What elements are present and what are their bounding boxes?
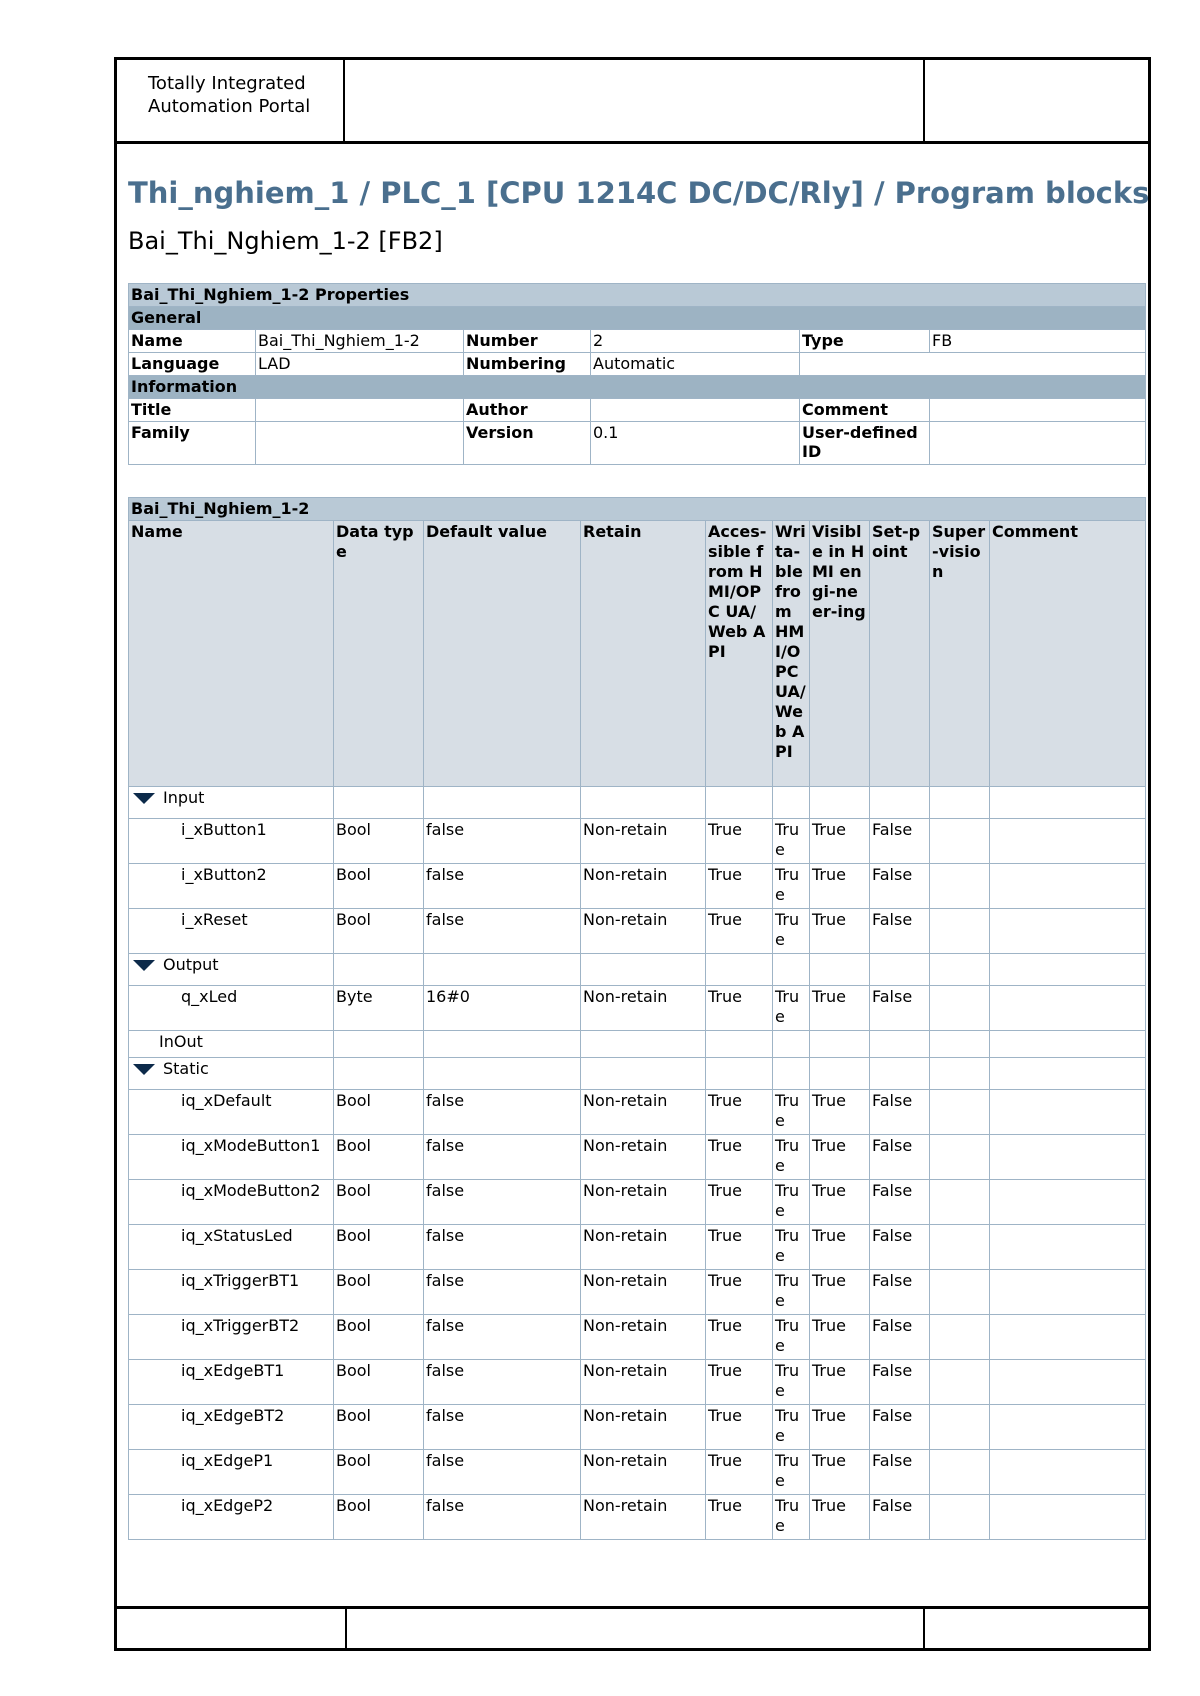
cell: false: [424, 1495, 581, 1540]
cell: false: [424, 1360, 581, 1405]
column-header-row: [129, 521, 1146, 787]
cell: True: [773, 909, 810, 954]
empty-cell: [334, 954, 424, 986]
type-value: FB: [930, 330, 1146, 353]
table-row[interactable]: [129, 1315, 1146, 1360]
expand-triangle-icon[interactable]: [133, 793, 155, 804]
table-row[interactable]: [129, 864, 1146, 909]
cell: q_xLed: [129, 986, 334, 1031]
block-title: Bai_Thi_Nghiem_1-2 [FB2]: [128, 227, 443, 255]
cell: True: [773, 1495, 810, 1540]
numbering-value: Automatic: [591, 353, 800, 376]
cell: False: [870, 864, 930, 909]
properties-heading: Bai_Thi_Nghiem_1-2 Properties: [129, 284, 1146, 307]
empty-cell: [870, 787, 930, 819]
empty-cell: [990, 1031, 1146, 1058]
page-title: Thi_nghiem_1 / PLC_1 [CPU 1214C DC/DC/Rly] / Program blocks: [128, 176, 1150, 210]
cell: Bool: [334, 1495, 424, 1540]
table-row[interactable]: [129, 1225, 1146, 1270]
cell: Bool: [334, 1180, 424, 1225]
user-defined-id-value: [930, 422, 1146, 465]
cell: True: [810, 986, 870, 1031]
expand-triangle-icon[interactable]: [133, 960, 155, 971]
cell: False: [870, 1090, 930, 1135]
table-row[interactable]: [129, 819, 1146, 864]
cell: Bool: [334, 1090, 424, 1135]
empty-cell: [930, 1058, 990, 1090]
cell: False: [870, 1315, 930, 1360]
cell: [990, 986, 1146, 1031]
empty-cell: [334, 1031, 424, 1058]
empty-cell: [424, 1031, 581, 1058]
empty-cell: [870, 1031, 930, 1058]
title-value: [256, 399, 464, 422]
cell: True: [706, 1270, 773, 1315]
cell: [990, 819, 1146, 864]
section-row[interactable]: [129, 954, 1146, 986]
name-value: Bai_Thi_Nghiem_1-2: [256, 330, 464, 353]
section-row[interactable]: [129, 1031, 1146, 1058]
app-name-line2: Automation Portal: [148, 96, 311, 117]
cell: True: [706, 1225, 773, 1270]
cell: True: [706, 1180, 773, 1225]
comment-value: [930, 399, 1146, 422]
number-value: 2: [591, 330, 800, 353]
cell: [930, 1225, 990, 1270]
cell: Non-retain: [581, 1495, 706, 1540]
cell: Bool: [334, 1135, 424, 1180]
cell: [990, 1405, 1146, 1450]
column-header: Visible in HMI engi-neer-ing: [810, 521, 870, 787]
empty-cell: [424, 1058, 581, 1090]
cell: false: [424, 1090, 581, 1135]
cell: Bool: [334, 1450, 424, 1495]
table-row[interactable]: [129, 1360, 1146, 1405]
language-value: LAD: [256, 353, 464, 376]
column-header: Acces-sible from HMI/OPC UA/Web API: [706, 521, 773, 787]
table-row[interactable]: [129, 1090, 1146, 1135]
cell: True: [773, 1270, 810, 1315]
cell: i_xButton2: [129, 864, 334, 909]
cell: Non-retain: [581, 1180, 706, 1225]
empty-cell: [581, 1031, 706, 1058]
cell: iq_xModeButton1: [129, 1135, 334, 1180]
cell: [930, 864, 990, 909]
cell: False: [870, 819, 930, 864]
cell: false: [424, 1270, 581, 1315]
column-header: Retain: [581, 521, 706, 787]
version-label: Version: [464, 422, 591, 465]
section-label: Static: [163, 1059, 209, 1078]
expand-triangle-icon[interactable]: [133, 1064, 155, 1075]
cell: [930, 1270, 990, 1315]
interface-table: [128, 497, 1146, 1540]
cell: false: [424, 1180, 581, 1225]
table-row[interactable]: [129, 1270, 1146, 1315]
cell: False: [870, 1450, 930, 1495]
name-label: Name: [129, 330, 256, 353]
app-name: [117, 60, 345, 141]
page-footer: [117, 1606, 1148, 1648]
section-label: Output: [163, 955, 219, 974]
cell: Non-retain: [581, 1360, 706, 1405]
cell: Non-retain: [581, 986, 706, 1031]
cell: True: [810, 1360, 870, 1405]
cell: [990, 1180, 1146, 1225]
cell: Non-retain: [581, 819, 706, 864]
empty-cell: [773, 1031, 810, 1058]
cell: [990, 1225, 1146, 1270]
app-name-line1: Totally Integrated: [148, 73, 306, 94]
cell: True: [810, 909, 870, 954]
header-divider: [923, 60, 925, 141]
cell: Non-retain: [581, 1405, 706, 1450]
column-header: Super-vision: [930, 521, 990, 787]
page-header: [117, 60, 1148, 144]
cell: False: [870, 1360, 930, 1405]
cell: True: [706, 1360, 773, 1405]
cell: True: [773, 1360, 810, 1405]
empty-cell: [810, 1031, 870, 1058]
cell: [990, 909, 1146, 954]
cell: [930, 1090, 990, 1135]
column-header: Name: [129, 521, 334, 787]
author-label: Author: [464, 399, 591, 422]
cell: 16#0: [424, 986, 581, 1031]
cell: True: [773, 1180, 810, 1225]
column-header: Data type: [334, 521, 424, 787]
cell: Non-retain: [581, 1450, 706, 1495]
cell: false: [424, 1225, 581, 1270]
column-header: Comment: [990, 521, 1146, 787]
table-row[interactable]: [129, 1450, 1146, 1495]
cell: True: [706, 1405, 773, 1450]
table-row[interactable]: [129, 1405, 1146, 1450]
version-value: 0.1: [591, 422, 800, 465]
user-defined-id-label: User-defined ID: [800, 422, 930, 465]
cell: [990, 1270, 1146, 1315]
empty-cell: [930, 954, 990, 986]
cell: Byte: [334, 986, 424, 1031]
cell: True: [773, 1405, 810, 1450]
table-row[interactable]: [129, 986, 1146, 1031]
cell: [990, 1090, 1146, 1135]
cell: True: [706, 1135, 773, 1180]
cell: iq_xStatusLed: [129, 1225, 334, 1270]
cell: True: [773, 1315, 810, 1360]
empty-cell: [870, 1058, 930, 1090]
cell: [930, 1450, 990, 1495]
section-row[interactable]: [129, 1058, 1146, 1090]
empty-cell: [773, 787, 810, 819]
author-value: [591, 399, 800, 422]
cell: Bool: [334, 1405, 424, 1450]
empty-cell: [334, 1058, 424, 1090]
title-label: Title: [129, 399, 256, 422]
empty-cell: [930, 1031, 990, 1058]
cell: True: [773, 1450, 810, 1495]
cell: False: [870, 909, 930, 954]
cell: True: [706, 1495, 773, 1540]
empty-cell: [810, 954, 870, 986]
cell: [990, 1135, 1146, 1180]
section-name: [129, 787, 334, 819]
type-label: Type: [800, 330, 930, 353]
cell: [990, 1450, 1146, 1495]
cell: True: [773, 819, 810, 864]
cell: [930, 1495, 990, 1540]
number-label: Number: [464, 330, 591, 353]
cell: True: [810, 819, 870, 864]
empty-cell: [930, 787, 990, 819]
cell: True: [810, 1135, 870, 1180]
cell: True: [773, 1135, 810, 1180]
comment-label: Comment: [800, 399, 930, 422]
cell: iq_xTriggerBT2: [129, 1315, 334, 1360]
cell: True: [773, 1090, 810, 1135]
cell: Non-retain: [581, 1135, 706, 1180]
footer-divider: [923, 1609, 925, 1648]
cell: Non-retain: [581, 1090, 706, 1135]
cell: iq_xTriggerBT1: [129, 1270, 334, 1315]
information-section: Information: [129, 376, 1146, 399]
cell: True: [706, 1450, 773, 1495]
cell: i_xButton1: [129, 819, 334, 864]
cell: False: [870, 1135, 930, 1180]
cell: False: [870, 986, 930, 1031]
cell: False: [870, 1270, 930, 1315]
family-value: [256, 422, 464, 465]
cell: True: [810, 1450, 870, 1495]
cell: True: [706, 819, 773, 864]
empty-cell: [773, 954, 810, 986]
cell: false: [424, 864, 581, 909]
cell: True: [810, 1405, 870, 1450]
cell: [990, 1360, 1146, 1405]
cell: True: [706, 1315, 773, 1360]
cell: i_xReset: [129, 909, 334, 954]
cell: True: [810, 1090, 870, 1135]
cell: Bool: [334, 1315, 424, 1360]
table-row[interactable]: [129, 1495, 1146, 1540]
section-label: InOut: [159, 1032, 203, 1051]
page-frame: [114, 57, 1151, 1651]
empty-cell: [581, 1058, 706, 1090]
cell: True: [706, 864, 773, 909]
interface-heading: Bai_Thi_Nghiem_1-2: [129, 498, 1146, 521]
cell: [930, 1315, 990, 1360]
empty-cell: [990, 787, 1146, 819]
cell: Non-retain: [581, 1315, 706, 1360]
cell: iq_xEdgeBT1: [129, 1360, 334, 1405]
cell: False: [870, 1495, 930, 1540]
cell: True: [706, 986, 773, 1031]
table-row[interactable]: [129, 1135, 1146, 1180]
column-header: Default value: [424, 521, 581, 787]
cell: True: [810, 1225, 870, 1270]
cell: True: [810, 1270, 870, 1315]
table-row[interactable]: [129, 1180, 1146, 1225]
language-label: Language: [129, 353, 256, 376]
cell: True: [810, 1315, 870, 1360]
empty-cell: [706, 954, 773, 986]
cell: True: [810, 1180, 870, 1225]
cell: iq_xModeButton2: [129, 1180, 334, 1225]
cell: false: [424, 909, 581, 954]
cell: false: [424, 819, 581, 864]
cell: [990, 1315, 1146, 1360]
cell: iq_xEdgeP1: [129, 1450, 334, 1495]
empty-cell: [990, 1058, 1146, 1090]
section-row[interactable]: [129, 787, 1146, 819]
cell: [930, 1360, 990, 1405]
cell: True: [773, 1225, 810, 1270]
cell: Bool: [334, 1360, 424, 1405]
cell: True: [773, 864, 810, 909]
section-name: [129, 1058, 334, 1090]
cell: Non-retain: [581, 909, 706, 954]
family-label: Family: [129, 422, 256, 465]
cell: false: [424, 1315, 581, 1360]
empty-cell: [424, 954, 581, 986]
cell: [930, 1405, 990, 1450]
empty-cell: [810, 787, 870, 819]
cell: false: [424, 1135, 581, 1180]
cell: True: [810, 1495, 870, 1540]
empty-cell: [773, 1058, 810, 1090]
empty-cell: [581, 787, 706, 819]
empty-cell: [810, 1058, 870, 1090]
cell: Non-retain: [581, 1225, 706, 1270]
cell: [990, 864, 1146, 909]
cell: False: [870, 1180, 930, 1225]
empty-cell: [706, 1031, 773, 1058]
section-name: [129, 1031, 334, 1058]
cell: True: [773, 986, 810, 1031]
section-label: Input: [163, 788, 205, 807]
cell: [990, 1495, 1146, 1540]
cell: True: [706, 909, 773, 954]
cell: [930, 909, 990, 954]
empty-cell: [870, 954, 930, 986]
cell: False: [870, 1225, 930, 1270]
general-section: General: [129, 307, 1146, 330]
cell: [930, 1135, 990, 1180]
column-header: Writa-ble from HMI/OPC UA/Web API: [773, 521, 810, 787]
cell: Bool: [334, 819, 424, 864]
empty-cell: [424, 787, 581, 819]
empty-cell: [990, 954, 1146, 986]
cell: Non-retain: [581, 1270, 706, 1315]
column-header: Set-point: [870, 521, 930, 787]
cell: false: [424, 1450, 581, 1495]
cell: iq_xEdgeP2: [129, 1495, 334, 1540]
cell: false: [424, 1405, 581, 1450]
table-row[interactable]: [129, 909, 1146, 954]
properties-table: [128, 283, 1146, 465]
cell: Bool: [334, 1270, 424, 1315]
cell: False: [870, 1405, 930, 1450]
empty-cell: [800, 353, 1146, 376]
numbering-label: Numbering: [464, 353, 591, 376]
cell: Non-retain: [581, 864, 706, 909]
empty-cell: [334, 787, 424, 819]
cell: iq_xEdgeBT2: [129, 1405, 334, 1450]
cell: Bool: [334, 864, 424, 909]
cell: True: [810, 864, 870, 909]
footer-divider: [345, 1609, 347, 1648]
cell: True: [706, 1090, 773, 1135]
cell: Bool: [334, 1225, 424, 1270]
cell: [930, 986, 990, 1031]
cell: iq_xDefault: [129, 1090, 334, 1135]
empty-cell: [706, 1058, 773, 1090]
cell: [930, 819, 990, 864]
empty-cell: [706, 787, 773, 819]
cell: Bool: [334, 909, 424, 954]
empty-cell: [581, 954, 706, 986]
cell: [930, 1180, 990, 1225]
section-name: [129, 954, 334, 986]
